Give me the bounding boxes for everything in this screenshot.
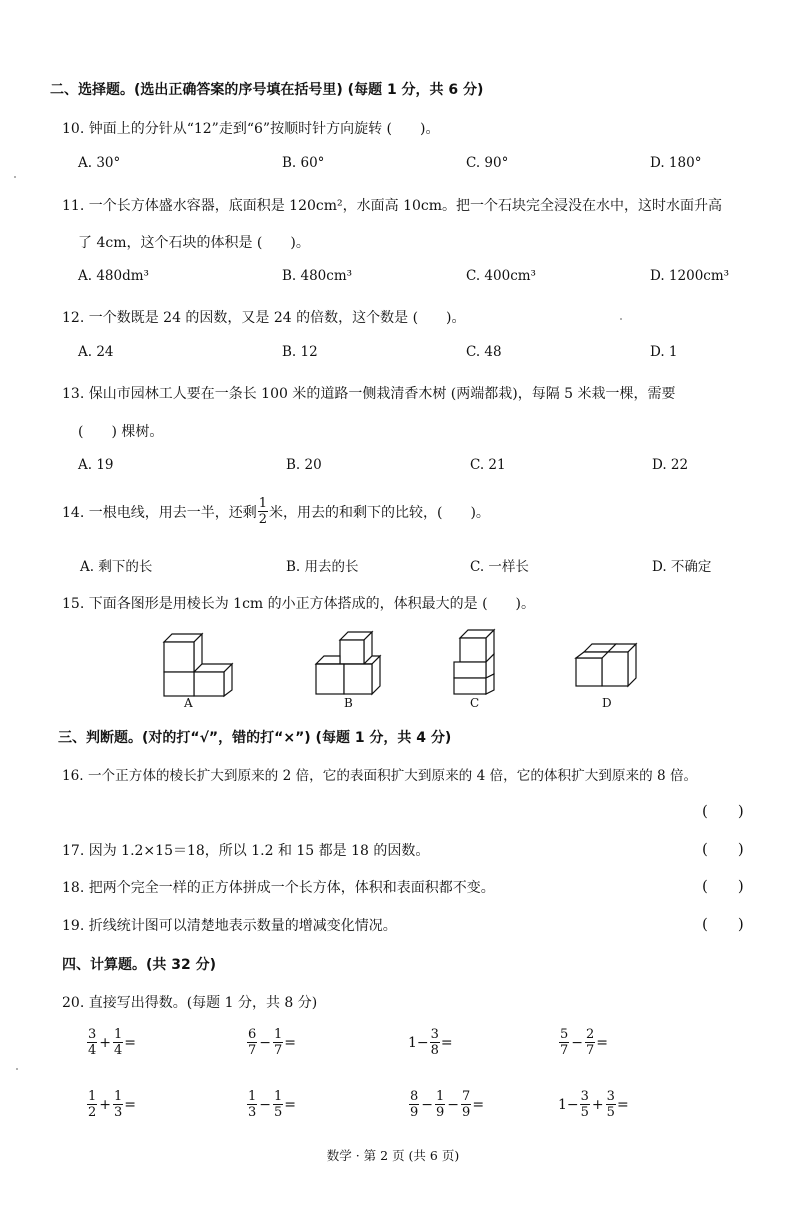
q14-fraction-numerator: 1 [258,496,267,511]
q11-option-a: A. 480dm³ [78,268,149,284]
scan-artifact [14,176,16,178]
fraction [247,1028,257,1057]
denominator: 9 [410,1105,419,1120]
equals-sign: = [440,1034,453,1051]
question-20: 20. 直接写出得数。(每题 1 分，共 8 分) [62,995,318,1011]
denominator: 7 [560,1043,569,1058]
denominator: 8 [430,1043,439,1058]
denominator: 4 [88,1043,97,1058]
leading-term: 1− [408,1034,429,1051]
q15-figure-d-label: D [602,696,612,710]
operator: + [99,1096,112,1113]
numerator: 3 [580,1089,589,1104]
q15-figure-a-label: A [184,696,193,710]
question-11-line2: 了 4cm，这个石块的体积是 ( )。 [78,235,310,251]
fraction [273,1090,283,1119]
fraction [435,1090,445,1119]
q14-option-b: B. 用去的长 [286,559,359,575]
equals-sign: = [284,1096,297,1113]
numerator: 5 [560,1027,569,1042]
q12-option-c: C. 48 [466,344,502,360]
numerator: 6 [248,1027,257,1042]
fraction [87,1090,97,1119]
fraction [409,1090,419,1119]
numerator: 2 [586,1027,595,1042]
fraction [113,1028,123,1057]
denominator: 7 [586,1043,595,1058]
question-13-line1: 13. 保山市园林工人要在一条长 100 米的道路一侧栽清香木树 (两端都栽)，每隔 5 米栽一棵，需要 [62,386,676,402]
q13-option-a: A. 19 [78,457,114,473]
denominator: 9 [462,1105,471,1120]
denominator: 3 [114,1105,123,1120]
q13-option-d: D. 22 [652,457,689,473]
fraction [585,1028,595,1057]
q14-text-part2: 米，用去的和剩下的比较，( )。 [269,504,490,521]
fraction [430,1028,440,1057]
calc-expression-6 [246,1090,296,1119]
q16-answer-blank[interactable]: ( ) [702,802,744,820]
q10-option-b: B. 60° [282,155,325,171]
q13-option-b: B. 20 [286,457,322,473]
operator: + [99,1034,112,1051]
calc-expression-2 [246,1028,296,1057]
question-11-line1: 11. 一个长方体盛水容器，底面积是 120cm²，水面高 10cm。把一个石块完全浸没在水中，这时水面升高 [62,198,722,214]
calc-expression-1 [86,1028,136,1057]
fraction [559,1028,569,1057]
q14-text-part1: 14. 一根电线，用去一半，还剩 [62,504,257,521]
question-19: 19. 折线统计图可以清楚地表示数量的增减变化情况。 [62,918,397,934]
q15-figure-b [312,630,386,698]
equals-sign: = [124,1034,137,1051]
q15-figure-c [450,628,500,698]
denominator: 2 [88,1105,97,1120]
numerator: 3 [430,1027,439,1042]
q14-option-a: A. 剩下的长 [80,559,153,575]
numerator: 1 [274,1089,283,1104]
q15-figure-a [160,630,236,698]
numerator: 1 [248,1089,257,1104]
equals-sign: = [472,1096,485,1113]
fraction [87,1028,97,1057]
section-title-choice: 二、选择题。(选出正确答案的序号填在括号里) (每题 1 分，共 6 分) [50,82,484,98]
operator: − [421,1096,434,1113]
equals-sign: = [284,1034,297,1051]
operator: − [259,1034,272,1051]
question-15: 15. 下面各图形是用棱长为 1cm 的小正方体搭成的，体积最大的是 ( )。 [62,596,536,612]
q11-option-d: D. 1200cm³ [650,268,730,284]
numerator: 1 [436,1089,445,1104]
q14-fraction [258,497,268,526]
numerator: 3 [88,1027,97,1042]
q19-answer-blank[interactable]: ( ) [702,915,744,933]
q10-option-c: C. 90° [466,155,509,171]
denominator: 7 [274,1043,283,1058]
equals-sign: = [596,1034,609,1051]
question-10: 10. 钟面上的分针从“12”走到“6”按顺时针方向旋转 ( )。 [62,121,440,137]
numerator: 1 [274,1027,283,1042]
question-18: 18. 把两个完全一样的正方体拼成一个长方体，体积和表面积都不变。 [62,880,495,896]
page-footer: 数学 · 第 2 页 (共 6 页) [326,1148,460,1163]
q18-answer-blank[interactable]: ( ) [702,877,744,895]
calc-expression-4 [558,1028,608,1057]
q11-option-b: B. 480cm³ [282,268,353,284]
leading-term: 1− [558,1096,579,1113]
numerator: 1 [88,1089,97,1104]
q15-figure-b-label: B [344,696,353,710]
fraction [606,1090,616,1119]
numerator: 7 [462,1089,471,1104]
q15-figure-d [572,640,640,696]
q14-option-d: D. 不确定 [652,559,712,575]
question-12: 12. 一个数既是 24 的因数，又是 24 的倍数，这个数是 ( )。 [62,310,466,326]
calc-expression-3 [408,1028,453,1057]
denominator: 5 [606,1105,615,1120]
q11-option-c: C. 400cm³ [466,268,536,284]
numerator: 1 [114,1089,123,1104]
scan-artifact [16,1068,18,1070]
operator: + [591,1096,604,1113]
operator: − [259,1096,272,1113]
calc-expression-5 [86,1090,136,1119]
equals-sign: = [124,1096,137,1113]
calc-expression-7 [408,1090,484,1119]
question-13-line2: ( ) 棵树。 [78,424,164,440]
q10-option-a: A. 30° [78,155,121,171]
q13-option-c: C. 21 [470,457,506,473]
question-14 [62,497,490,526]
section-title-judge: 三、判断题。(对的打“√”，错的打“×”) (每题 1 分，共 4 分) [58,730,452,746]
q14-fraction-denominator: 2 [258,512,267,527]
fraction [113,1090,123,1119]
question-17: 17. 因为 1.2×15＝18，所以 1.2 和 15 都是 18 的因数。 [62,843,430,859]
q10-option-d: D. 180° [650,155,702,171]
q15-figure-c-label: C [470,696,480,710]
operator: − [447,1096,460,1113]
q14-option-c: C. 一样长 [470,559,529,575]
fraction [247,1090,257,1119]
calc-expression-8 [558,1090,629,1119]
operator: − [571,1034,584,1051]
equals-sign: = [616,1096,629,1113]
denominator: 5 [580,1105,589,1120]
q17-answer-blank[interactable]: ( ) [702,840,744,858]
fraction [273,1028,283,1057]
q12-option-d: D. 1 [650,344,678,360]
denominator: 5 [274,1105,283,1120]
denominator: 4 [114,1043,123,1058]
q12-option-a: A. 24 [78,344,114,360]
scan-artifact [620,318,622,320]
section-title-calc: 四、计算题。(共 32 分) [62,957,217,973]
denominator: 7 [248,1043,257,1058]
numerator: 8 [410,1089,419,1104]
numerator: 3 [606,1089,615,1104]
denominator: 3 [248,1105,257,1120]
denominator: 9 [436,1105,445,1120]
fraction [580,1090,590,1119]
numerator: 1 [114,1027,123,1042]
fraction [461,1090,471,1119]
q12-option-b: B. 12 [282,344,318,360]
question-16: 16. 一个正方体的棱长扩大到原来的 2 倍，它的表面积扩大到原来的 4 倍，它的体积扩大到原来的 8 倍。 [62,768,698,784]
